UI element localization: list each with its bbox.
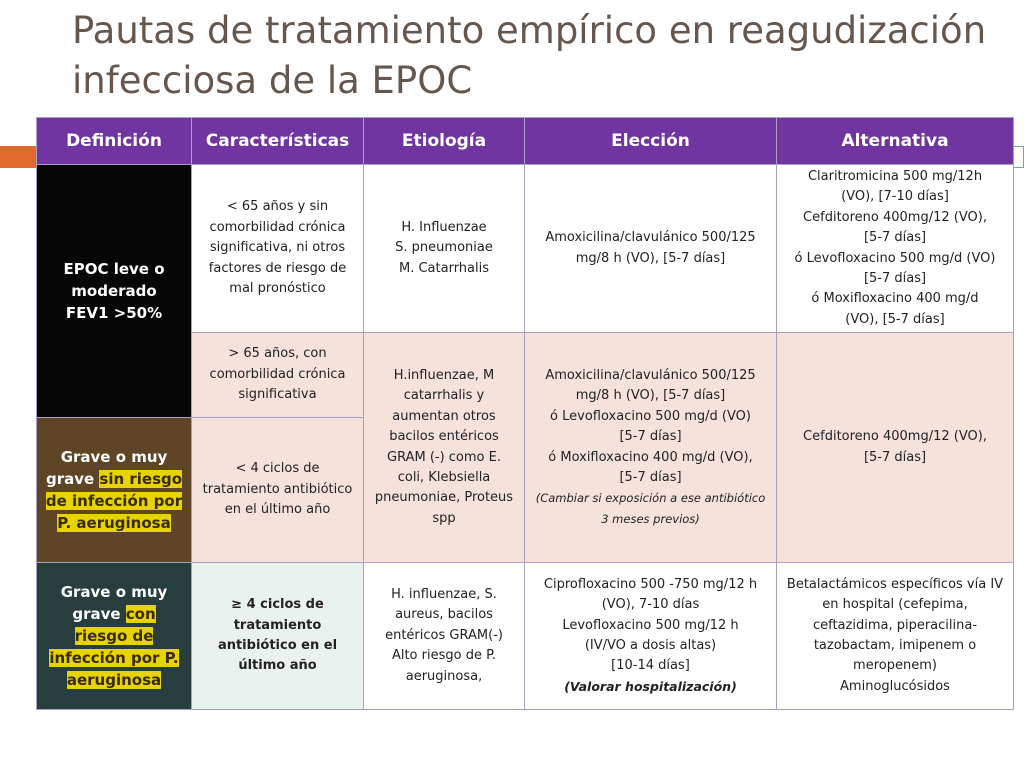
cell-caracteristicas bbox=[192, 418, 364, 563]
cell-note: (Cambiar si exposición a ese antibiótico bbox=[535, 491, 766, 506]
table-row bbox=[37, 563, 1014, 710]
cell-line: en hospital (cefepima, bbox=[822, 597, 968, 613]
header-definicion: Definición bbox=[37, 118, 192, 165]
cell-line: ó Levofloxacino 500 mg/d (VO) bbox=[550, 408, 751, 424]
cell-eleccion bbox=[525, 333, 777, 563]
cell-line: mg/8 h (VO), [5-7 días] bbox=[575, 250, 726, 266]
cell-alternativa bbox=[777, 563, 1014, 710]
title-line-2: infecciosa de la EPOC bbox=[72, 59, 473, 102]
cell-line: comorbilidad crónica bbox=[209, 219, 346, 235]
cell-line: H.influenzae, M bbox=[393, 367, 495, 383]
cell-line: Cefditoreno 400mg/12 (VO), bbox=[803, 209, 987, 225]
highlight-text: riesgo de bbox=[74, 627, 154, 645]
cell-line: ≥ 4 ciclos de bbox=[231, 597, 324, 613]
cell-line bbox=[41, 669, 187, 691]
cell-line: meropenem) bbox=[853, 658, 937, 674]
cell-alternativa bbox=[777, 165, 1014, 333]
cell-line: > 65 años, con bbox=[228, 346, 327, 362]
header-alternativa: Alternativa bbox=[777, 118, 1014, 165]
cell-line: Grave o muy bbox=[60, 583, 168, 601]
cell-caracteristicas bbox=[192, 333, 364, 418]
cell-caracteristicas bbox=[192, 563, 364, 710]
cell-line: mal pronóstico bbox=[229, 281, 326, 297]
cell-definicion-grave-con-riesgo bbox=[37, 563, 192, 710]
header-eleccion: Elección bbox=[525, 118, 777, 165]
cell-line: entéricos GRAM(-) bbox=[385, 627, 503, 643]
cell-definicion-grave-sin-riesgo bbox=[37, 418, 192, 563]
cell-definicion-leve bbox=[37, 165, 192, 418]
cell-line: Levofloxacino 500 mg/12 h bbox=[562, 617, 739, 633]
cell-line: [5-7 días] bbox=[619, 469, 682, 485]
cell-line: H. influenzae, S. bbox=[391, 586, 497, 602]
cell-line: Betalactámicos específicos vía IV bbox=[786, 576, 1004, 592]
accent-bar bbox=[0, 146, 36, 168]
cell-line: bacilos entéricos bbox=[389, 429, 499, 445]
title-line-1: Pautas de tratamiento empírico en reagudización bbox=[72, 9, 987, 52]
cell-eleccion bbox=[525, 165, 777, 333]
cell-etiologia bbox=[364, 333, 525, 563]
cell-line: H. Influenzae bbox=[401, 219, 487, 235]
cell-note: 3 meses previos) bbox=[601, 511, 700, 526]
cell-alternativa bbox=[777, 333, 1014, 563]
cell-line bbox=[41, 512, 187, 534]
cell-line: Claritromicina 500 mg/12h bbox=[807, 168, 983, 184]
cell-line: aumentan otros bbox=[392, 408, 496, 424]
cell-caracteristicas bbox=[192, 165, 364, 333]
cell-line: Amoxicilina/clavulánico 500/125 bbox=[545, 367, 756, 383]
highlight-text: sin riesgo bbox=[99, 470, 183, 488]
slide-title bbox=[72, 6, 1002, 106]
cell-line: (VO), [5-7 días] bbox=[845, 311, 945, 327]
cell-line: EPOC leve o bbox=[63, 260, 165, 278]
cell-line: ó Levofloxacino 500 mg/d (VO) bbox=[794, 250, 996, 266]
cell-line: antibiótico en el bbox=[217, 638, 338, 653]
cell-text: grave bbox=[45, 470, 100, 488]
cell-note: (Valorar hospitalización) bbox=[564, 678, 737, 694]
cell-line: catarrhalis y bbox=[403, 388, 485, 404]
cell-line: tratamiento antibiótico bbox=[202, 481, 353, 497]
cell-line: FEV1 >50% bbox=[65, 304, 163, 322]
header-etiologia: Etiología bbox=[364, 118, 525, 165]
cell-line: factores de riesgo de bbox=[208, 260, 347, 276]
cell-line bbox=[41, 603, 187, 625]
cell-line: tratamiento bbox=[233, 617, 322, 633]
cell-line: coli, Klebsiella bbox=[397, 469, 491, 485]
cell-line: (VO), [7-10 días] bbox=[841, 189, 949, 205]
cell-line: mg/8 h (VO), [5-7 días] bbox=[575, 388, 726, 404]
cell-line: Grave o muy bbox=[60, 448, 168, 466]
highlight-text: de infección por bbox=[45, 492, 183, 510]
cell-line: Alto riesgo de P. bbox=[391, 648, 497, 664]
cell-line: Ciprofloxacino 500 -750 mg/12 h bbox=[543, 576, 758, 592]
cell-line: Amoxicilina/clavulánico 500/125 bbox=[545, 230, 756, 246]
cell-etiologia bbox=[364, 165, 525, 333]
cell-line: (VO), 7-10 días bbox=[601, 597, 700, 613]
cell-line: comorbilidad crónica bbox=[209, 366, 346, 382]
cell-line: aeruginosa, bbox=[405, 668, 483, 684]
cell-line: último año bbox=[238, 658, 317, 674]
cell-line: tazobactam, imipenem o bbox=[813, 638, 977, 653]
cell-line: ó Moxifloxacino 400 mg/d (VO), bbox=[548, 449, 753, 465]
cell-line: spp bbox=[432, 510, 456, 526]
cell-line: ceftazidima, piperacilina- bbox=[812, 617, 978, 633]
cell-line: < 4 ciclos de bbox=[235, 461, 320, 477]
cell-text: grave bbox=[72, 605, 126, 623]
cell-line: Aminoglucósidos bbox=[840, 678, 950, 694]
cell-line bbox=[41, 647, 187, 669]
cell-etiologia bbox=[364, 563, 525, 710]
cell-line: < 65 años y sin bbox=[226, 199, 329, 215]
cell-line bbox=[41, 625, 187, 647]
cell-line: [5-7 días] bbox=[863, 449, 927, 465]
cell-line: [5-7 días] bbox=[863, 270, 927, 286]
cell-line bbox=[41, 468, 187, 490]
header-row bbox=[37, 118, 1014, 165]
header-caracteristicas: Características bbox=[192, 118, 364, 165]
cell-line: GRAM (-) como E. bbox=[387, 449, 501, 465]
cell-eleccion bbox=[525, 563, 777, 710]
cell-line bbox=[41, 490, 187, 512]
table-row bbox=[37, 165, 1014, 333]
treatment-table bbox=[36, 117, 1014, 710]
cell-line: moderado bbox=[71, 282, 157, 300]
cell-line: M. Catarrhalis bbox=[398, 260, 490, 276]
highlight-text: infección por P. bbox=[49, 649, 179, 667]
cell-line: [5-7 días] bbox=[619, 429, 682, 445]
cell-line: ó Moxifloxacino 400 mg/d bbox=[811, 291, 979, 307]
cell-line: S. pneumoniae bbox=[395, 240, 493, 256]
cell-line: Cefditoreno 400mg/12 (VO), bbox=[803, 429, 987, 445]
cell-line: [5-7 días] bbox=[863, 230, 927, 246]
cell-line: (IV/VO a dosis altas) bbox=[584, 638, 717, 653]
highlight-text: aeruginosa bbox=[66, 671, 162, 689]
cell-line: [10-14 días] bbox=[611, 658, 690, 674]
cell-line: aureus, bacilos bbox=[395, 607, 493, 623]
cell-line: pneumoniae, Proteus bbox=[374, 490, 514, 506]
cell-line: significativa bbox=[238, 387, 317, 403]
cell-line: significativa, ni otros bbox=[209, 240, 346, 256]
highlight-text: P. aeruginosa bbox=[57, 514, 171, 532]
cell-line: en el último año bbox=[224, 502, 331, 518]
highlight-text: con bbox=[125, 605, 156, 623]
